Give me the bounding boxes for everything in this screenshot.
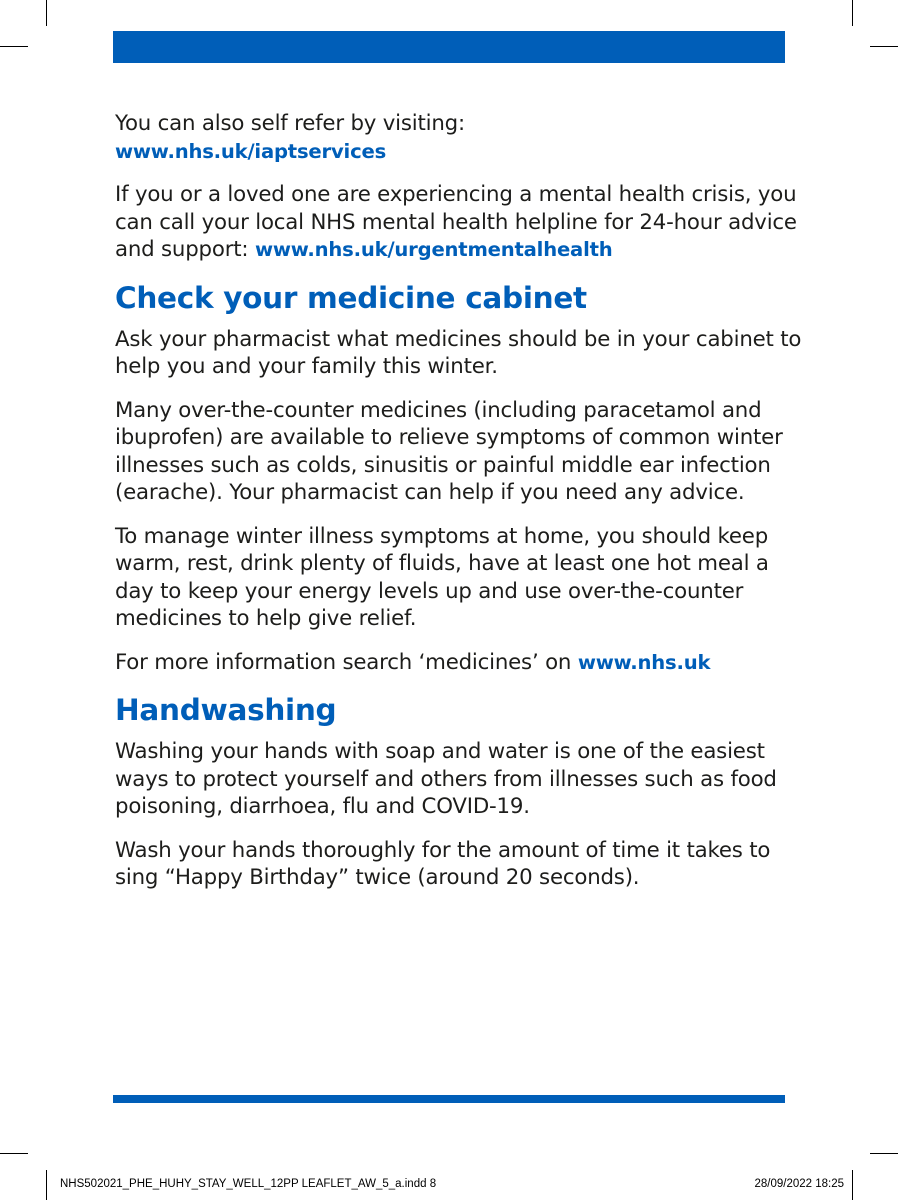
header-bar (113, 31, 785, 63)
urgent-mental-health-link[interactable]: www.nhs.uk/urgentmentalhealth (254, 238, 613, 261)
nhs-link[interactable]: www.nhs.uk (577, 650, 711, 674)
crisis-text: If you or a loved one are experiencing a mental health crisis, you can call your local NHS mental health helpline for 24-hour advice and support: (115, 182, 797, 262)
crop-mark (870, 1153, 898, 1154)
print-slug-datetime: 28/09/2022 18:25 (754, 1178, 844, 1190)
iapt-link[interactable]: www.nhs.uk/iaptservices (115, 139, 387, 163)
page-content (115, 110, 805, 908)
crop-mark (852, 1170, 853, 1200)
medicine-cabinet-heading: Check your medicine cabinet (115, 280, 587, 315)
medicine-more-info-text: For more information search ‘medicines’ on (115, 649, 572, 675)
crop-mark (852, 0, 853, 26)
handwashing-paragraph-2: Wash your hands thoroughly for the amount of time it takes to sing “Happy Birthday” twice (around 20 seconds). (115, 837, 771, 890)
medicine-paragraph-3: To manage winter illness symptoms at home, you should keep warm, rest, drink plenty of fluids, have at least one hot meal a day to keep your energy levels up and use over-the-counter medicines to help give relief. (115, 523, 769, 631)
handwashing-heading: Handwashing (115, 693, 337, 727)
crop-mark (0, 1153, 28, 1154)
self-refer-paragraph (115, 110, 805, 165)
footer-bar (113, 1095, 785, 1103)
self-refer-text: You can also self refer by visiting: (115, 111, 465, 136)
medicine-paragraph-1: Ask your pharmacist what medicines should be in your cabinet to help you and your family this winter. (115, 326, 802, 379)
print-slug-filename: NHS502021_PHE_HUHY_STAY_WELL_12PP LEAFLET_AW_5_a.indd 8 (60, 1178, 437, 1190)
medicine-paragraph-4 (115, 649, 805, 677)
crop-mark (870, 46, 898, 47)
medicine-paragraph-2: Many over-the-counter medicines (including paracetamol and ibuprofen) are available to relieve symptoms of common winter illnesses such as colds, sinusitis or painful middle ear infection (earache). Your pharmacist can help if you need any advice. (115, 397, 783, 505)
crop-mark (46, 1170, 47, 1200)
crisis-paragraph (115, 181, 805, 264)
handwashing-paragraph-1: Washing your hands with soap and water is one of the easiest ways to protect yourself and others from illnesses such as food poisoning, diarrhoea, flu and COVID-19. (115, 739, 777, 819)
crop-mark (0, 46, 28, 47)
crop-mark (46, 0, 47, 26)
